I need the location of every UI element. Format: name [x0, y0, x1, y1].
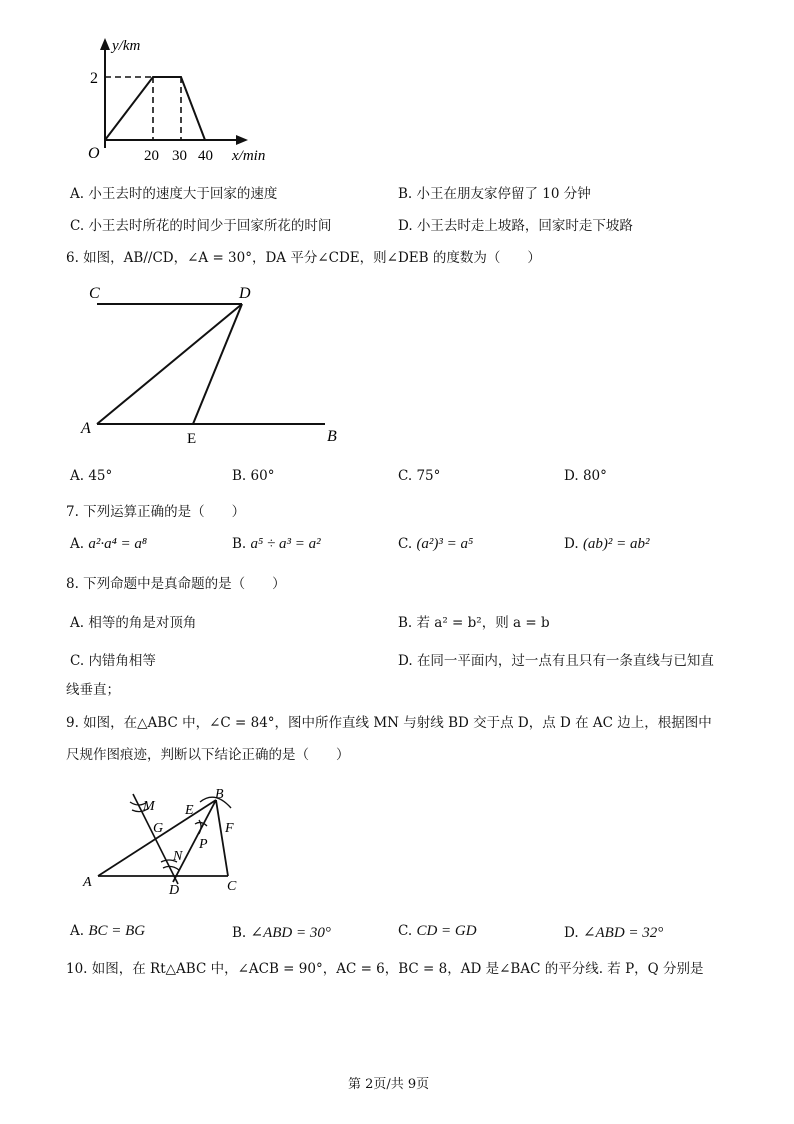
- q8-option-a[interactable]: [70, 611, 196, 631]
- label-f: F: [225, 821, 234, 836]
- option-text: 小王去时所花的时间少于回家所花的时间: [88, 218, 332, 234]
- ray-bd: [173, 800, 216, 882]
- q5-option-d[interactable]: [398, 214, 633, 234]
- q6-option-c[interactable]: [398, 468, 440, 484]
- option-text: 小王在朋友家停留了 10 分钟: [416, 186, 591, 202]
- q5-option-b[interactable]: [398, 182, 591, 202]
- q9-option-b[interactable]: [232, 923, 331, 942]
- option-text: 小王去时走上坡路，回家时走下坡路: [416, 218, 633, 234]
- label-d: D: [169, 883, 180, 898]
- q6-option-b[interactable]: [232, 468, 274, 484]
- trip-path: [105, 77, 205, 140]
- label-e: E: [185, 803, 194, 818]
- option-letter: A.: [70, 468, 85, 484]
- option-letter: B.: [398, 186, 413, 202]
- x-axis-arrow: [236, 135, 248, 145]
- side-bc: [216, 800, 228, 876]
- option-text: 小王去时的速度大于回家的速度: [88, 186, 278, 202]
- origin-label: O: [88, 145, 100, 162]
- x-tick-30: 30: [172, 148, 187, 164]
- option-text: 75°: [416, 468, 441, 484]
- option-letter: A.: [70, 186, 85, 202]
- q6-figure: [75, 280, 355, 450]
- option-letter: C.: [70, 218, 85, 234]
- q9-stem-line1: 9. 如图，在△ABC 中，∠C = 84°，图中所作直线 MN 与射线 BD 交于点 D，点 D 在 AC 边上，根据图中: [66, 715, 712, 731]
- label-c: C: [89, 285, 100, 302]
- option-text: 45°: [88, 468, 113, 484]
- option-letter: D.: [564, 925, 579, 941]
- distance-time-graph: [70, 30, 290, 170]
- option-letter: A.: [70, 615, 85, 631]
- q7-option-d[interactable]: [564, 536, 650, 553]
- option-letter: C.: [398, 536, 413, 552]
- q9-stem-line2: 尺规作图痕迹，判断以下结论正确的是（ ）: [66, 747, 350, 763]
- option-text: (a²)³ = a⁵: [416, 536, 474, 552]
- option-text: a²·a⁴ = a⁸: [88, 536, 148, 552]
- q9-option-d[interactable]: [564, 923, 663, 942]
- option-letter: B.: [398, 615, 413, 631]
- option-text: 60°: [250, 468, 275, 484]
- option-letter: C.: [70, 653, 85, 669]
- y-axis-label: y/km: [112, 38, 141, 54]
- option-letter: B.: [232, 536, 247, 552]
- option-text: a⁵ ÷ a³ = a²: [250, 536, 321, 552]
- q7-option-a[interactable]: [70, 536, 147, 553]
- q6-option-a[interactable]: [70, 468, 112, 484]
- y-tick-2: 2: [90, 70, 98, 87]
- option-letter: D.: [564, 468, 579, 484]
- option-letter: C.: [398, 468, 413, 484]
- label-a: A: [81, 420, 91, 437]
- x-axis-label: x/min: [232, 148, 266, 164]
- q6-stem: 6. 如图，AB//CD，∠A = 30°，DA 平分∠CDE，则∠DEB 的度数为（ ）: [66, 250, 541, 266]
- option-letter: D.: [564, 536, 579, 552]
- q8-option-d-continuation: 线垂直；: [66, 682, 120, 698]
- q7-option-c[interactable]: [398, 536, 473, 553]
- option-text: 若 a² = b²，则 a = b: [416, 615, 550, 631]
- label-e: E: [187, 431, 197, 447]
- q6-option-d[interactable]: [564, 468, 607, 484]
- option-letter: B.: [232, 925, 247, 941]
- option-letter: B.: [232, 468, 247, 484]
- q5-option-a[interactable]: [70, 182, 277, 202]
- option-text: 在同一平面内，过一点有且只有一条直线与已知直: [416, 653, 714, 669]
- label-b: B: [215, 787, 224, 802]
- q8-option-d[interactable]: [398, 649, 714, 669]
- label-p: P: [199, 837, 208, 852]
- q5-option-c[interactable]: [70, 214, 331, 234]
- q8-option-b[interactable]: [398, 611, 550, 631]
- option-letter: A.: [70, 923, 85, 939]
- label-n: N: [173, 849, 183, 864]
- label-m: M: [143, 799, 155, 814]
- option-text: 相等的角是对顶角: [88, 615, 197, 631]
- label-b: B: [327, 428, 337, 445]
- option-text: BC = BG: [88, 923, 146, 939]
- label-d: D: [239, 285, 251, 302]
- option-text: 内错角相等: [88, 653, 156, 669]
- x-tick-20: 20: [144, 148, 159, 164]
- q7-stem: 7. 下列运算正确的是（ ）: [66, 504, 246, 520]
- q10-stem: 10. 如图，在 Rt△ABC 中，∠ACB = 90°，AC = 6，BC = 8，AD 是∠BAC 的平分线. 若 P，Q 分别是: [66, 961, 704, 977]
- page-footer: 第 2页/共 9页: [348, 1077, 430, 1092]
- option-text: CD = GD: [416, 923, 477, 939]
- q8-stem: 8. 下列命题中是真命题的是（ ）: [66, 576, 286, 592]
- option-text: 80°: [582, 468, 607, 484]
- option-letter: D.: [398, 653, 413, 669]
- option-letter: D.: [398, 218, 413, 234]
- x-tick-40: 40: [198, 148, 213, 164]
- q9-option-a[interactable]: [70, 923, 145, 940]
- y-axis-arrow: [100, 38, 110, 50]
- q9-option-c[interactable]: [398, 923, 477, 940]
- option-text: (ab)² = ab²: [582, 536, 650, 552]
- option-letter: C.: [398, 923, 413, 939]
- segment-ad: [97, 304, 242, 424]
- label-c: C: [227, 879, 237, 894]
- label-a: A: [83, 875, 92, 890]
- option-text: ∠ABD = 30°: [250, 925, 331, 941]
- q9-figure: [75, 780, 265, 905]
- q7-option-b[interactable]: [232, 536, 321, 553]
- option-text: ∠ABD = 32°: [582, 925, 664, 941]
- q8-option-c[interactable]: [70, 649, 156, 669]
- line-mn: [133, 794, 178, 884]
- segment-de: [193, 304, 242, 424]
- option-letter: A.: [70, 536, 85, 552]
- label-g: G: [153, 821, 164, 836]
